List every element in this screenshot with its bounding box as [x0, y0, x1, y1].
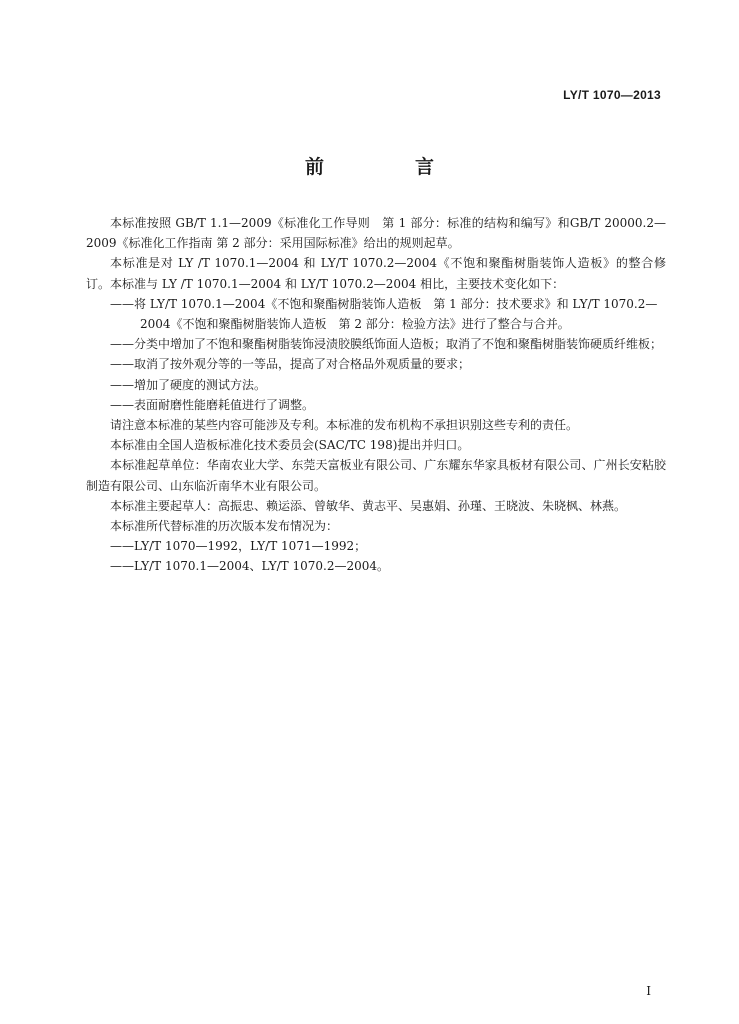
- foreword-body: [86, 213, 666, 577]
- list-item-history-1992: ——LY/T 1070—1992，LY/T 1071—1992；: [110, 539, 367, 554]
- paragraph-patent-notice: 请注意本标准的某些内容可能涉及专利。本标准的发布机构不承担识别这些专利的责任。: [110, 418, 579, 433]
- paragraph-drafting-units: 本标准起草单位：华南农业大学、东莞天富板业有限公司、广东耀东华家具板材有限公司、广州长安粘胶制造有限公司、山东临沂南华木业有限公司。: [86, 458, 666, 493]
- list-item-merge: ——将 LY/T 1070.1—2004《不饱和聚酯树脂装饰人造板 第 1 部分：技术要求》和 LY/T 1070.2—2004《不饱和聚酯树脂装饰人造板 第 2 部分：检验方法》进行了整合与合并。: [110, 296, 658, 332]
- paragraph-history: 本标准所代替标准的历次版本发布情况为：: [110, 519, 339, 534]
- paragraph-drafters: 本标准主要起草人：高振忠、赖运添、曾敏华、黄志平、吴惠娟、孙瑾、王晓波、朱晓枫、林燕。: [110, 498, 627, 513]
- list-item-history-2004: ——LY/T 1070.1—2004、LY/T 1070.2—2004。: [110, 559, 390, 574]
- standard-code: LY/T 1070—2013: [563, 88, 661, 102]
- page-title: 前 言: [304, 156, 470, 178]
- list-item-classification: ——分类中增加了不饱和聚酯树脂装饰浸渍胶膜纸饰面人造板；取消了不饱和聚酯树脂装饰硬质纤维板；: [110, 337, 663, 352]
- list-item-abrasion: ——表面耐磨性能磨耗值进行了调整。: [110, 397, 315, 412]
- list-item-hardness: ——增加了硬度的测试方法。: [110, 377, 267, 392]
- page-number: I: [646, 984, 651, 998]
- paragraph-drafting-rules: 本标准按照 GB/T 1.1—2009《标准化工作导则 第 1 部分：标准的结构和编写》和GB/T 20000.2—2009《标准化工作指南 第 2 部分：采用国际标准》给出的规则起草。: [86, 216, 666, 251]
- paragraph-committee: 本标准由全国人造板标准化技术委员会(SAC/TC 198)提出并归口。: [110, 438, 470, 453]
- list-item-grade: ——取消了按外观分等的一等品，提高了对合格品外观质量的要求；: [110, 357, 471, 372]
- paragraph-revision-note: 本标准是对 LY /T 1070.1—2004 和 LY/T 1070.2—2004《不饱和聚酯树脂装饰人造板》的整合修订。本标准与 LY /T 1070.1—2004 和 LY/T 1070.2—2004 相比，主要技术变化如下：: [86, 256, 666, 291]
